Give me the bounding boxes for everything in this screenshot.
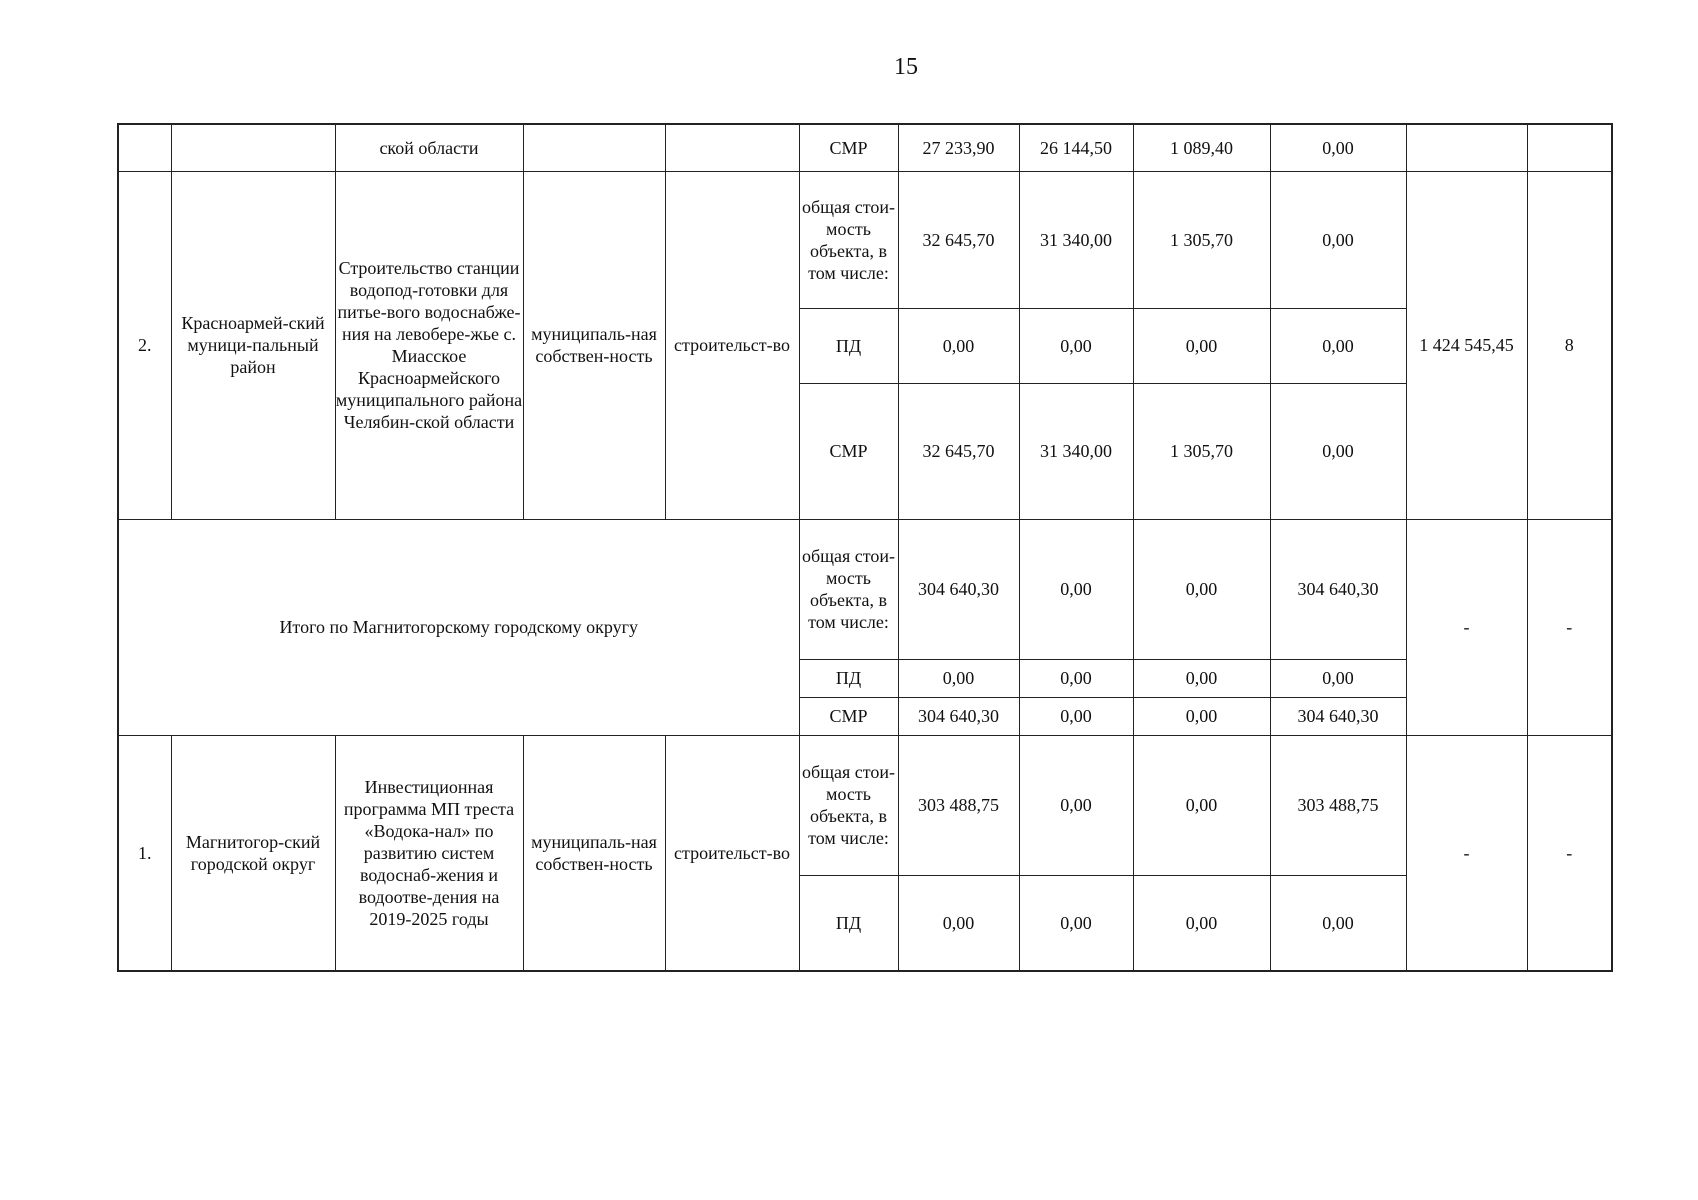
cell-work-type — [665, 124, 799, 171]
cell-value: 0,00 — [1019, 308, 1133, 383]
cell-last — [1527, 124, 1612, 171]
cell-value: 0,00 — [1133, 735, 1270, 875]
cell-value: 1 305,70 — [1133, 171, 1270, 308]
cell-number: 1. — [118, 735, 171, 971]
cell-last: 8 — [1527, 171, 1612, 519]
cell-district: Магнитогор-ский городской округ — [171, 735, 335, 971]
table-row — [118, 735, 1612, 875]
investment-table — [117, 123, 1613, 972]
cell-value: 304 640,30 — [1270, 519, 1406, 659]
cell-value: 0,00 — [1133, 308, 1270, 383]
cell-capacity — [1406, 124, 1527, 171]
cell-object-name: Инвестиционная программа МП треста «Водока-нал» по развитию систем водоснаб-жения и водоотве-дения на 2019-2025 годы — [335, 735, 523, 971]
cell-cost-type: СМР — [799, 124, 898, 171]
cell-capacity: - — [1406, 735, 1527, 971]
cell-cost-type: СМР — [799, 383, 898, 519]
cell-value: 304 640,30 — [898, 697, 1019, 735]
cell-ownership: муниципаль-ная собствен-ность — [523, 735, 665, 971]
cell-value: 1 089,40 — [1133, 124, 1270, 171]
cell-last: - — [1527, 519, 1612, 735]
cell-value: 0,00 — [1270, 308, 1406, 383]
cell-value: 0,00 — [1133, 519, 1270, 659]
table-row — [118, 171, 1612, 308]
cell-last: - — [1527, 735, 1612, 971]
cell-total-label: Итого по Магнитогорскому городскому округу — [118, 519, 799, 735]
cell-value: 26 144,50 — [1019, 124, 1133, 171]
cell-work-type: строительст-во — [665, 735, 799, 971]
cell-value: 0,00 — [1270, 124, 1406, 171]
cell-value: 0,00 — [898, 875, 1019, 971]
cell-value: 304 640,30 — [1270, 697, 1406, 735]
cell-district — [171, 124, 335, 171]
cell-value: 0,00 — [1019, 875, 1133, 971]
cell-value: 0,00 — [1270, 171, 1406, 308]
cell-value: 303 488,75 — [1270, 735, 1406, 875]
cell-ownership — [523, 124, 665, 171]
cell-value: 0,00 — [1133, 875, 1270, 971]
cell-value: 0,00 — [1270, 383, 1406, 519]
cell-capacity: - — [1406, 519, 1527, 735]
cell-capacity: 1 424 545,45 — [1406, 171, 1527, 519]
cell-cost-type: общая стои-мость объекта, в том числе: — [799, 519, 898, 659]
cell-value: 31 340,00 — [1019, 383, 1133, 519]
cell-value: 27 233,90 — [898, 124, 1019, 171]
cell-number — [118, 124, 171, 171]
table-row — [118, 124, 1612, 171]
cell-object-name: Строительство станции водопод-готовки для питье-вого водоснабже-ния на левобере-жье с. Миасское Красноармейского муниципального района Челябин-ской области — [335, 171, 523, 519]
cell-value: 1 305,70 — [1133, 383, 1270, 519]
cell-value: 0,00 — [1133, 659, 1270, 697]
cell-value: 0,00 — [1019, 519, 1133, 659]
cell-number: 2. — [118, 171, 171, 519]
cell-cost-type: общая стои-мость объекта, в том числе: — [799, 735, 898, 875]
cell-value: 0,00 — [898, 659, 1019, 697]
cell-value: 303 488,75 — [898, 735, 1019, 875]
cell-value: 0,00 — [898, 308, 1019, 383]
cell-work-type: строительст-во — [665, 171, 799, 519]
cell-value: 32 645,70 — [898, 383, 1019, 519]
cell-ownership: муниципаль-ная собствен-ность — [523, 171, 665, 519]
cell-cost-type: ПД — [799, 308, 898, 383]
cell-value: 0,00 — [1133, 697, 1270, 735]
cell-value: 0,00 — [1270, 659, 1406, 697]
cell-value: 32 645,70 — [898, 171, 1019, 308]
table-row — [118, 519, 1612, 659]
cell-cost-type: СМР — [799, 697, 898, 735]
cell-object-name: ской области — [335, 124, 523, 171]
cell-value: 0,00 — [1019, 735, 1133, 875]
cell-value: 31 340,00 — [1019, 171, 1133, 308]
cell-value: 304 640,30 — [898, 519, 1019, 659]
page-number: 15 — [894, 54, 918, 80]
cell-district: Красноармей-ский муници-пальный район — [171, 171, 335, 519]
cell-cost-type: ПД — [799, 659, 898, 697]
cell-value: 0,00 — [1019, 697, 1133, 735]
cell-value: 0,00 — [1270, 875, 1406, 971]
cell-value: 0,00 — [1019, 659, 1133, 697]
cell-cost-type: ПД — [799, 875, 898, 971]
cell-cost-type: общая стои-мость объекта, в том числе: — [799, 171, 898, 308]
